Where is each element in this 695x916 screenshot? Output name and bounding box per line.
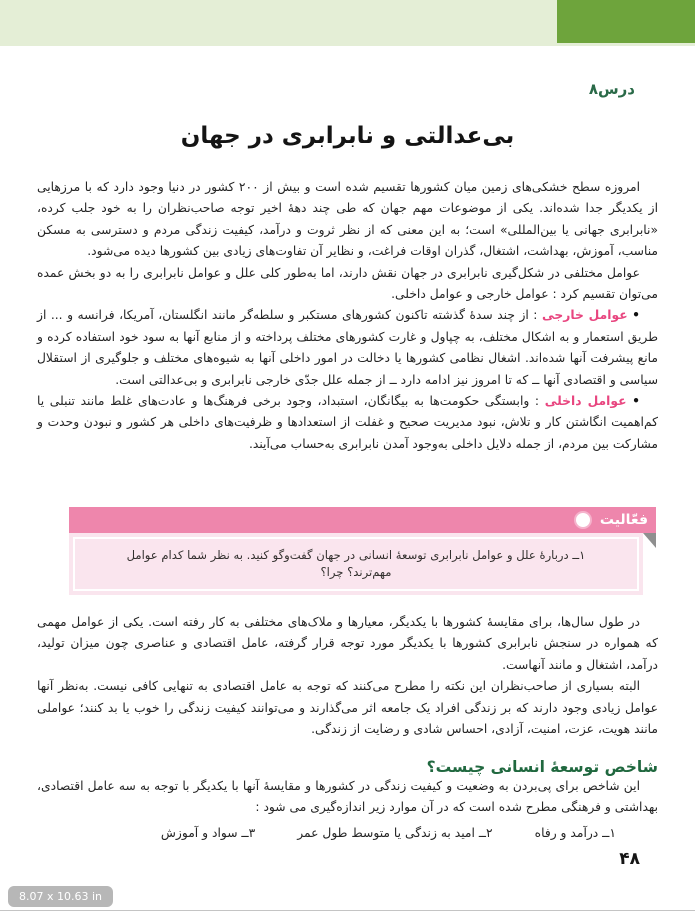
paragraph-hdi-definition: این شاخص برای پی‌بردن به وضعیت و کیفیت زندگی در کشورها و مقایسۀ آنها با یکدیگر با توجه به سه عامل اقتصادی، بهداشتی و فرهنگی مطرح شده است که در آن موارد زیر اندازه‌گیری می شود : [37, 779, 658, 815]
activity-title: فعّالیت [599, 512, 648, 528]
body-text-block-top [37, 177, 658, 455]
keyword-internal-factors: عوامل داخلی [544, 394, 627, 409]
bottom-divider [0, 910, 695, 911]
activity-fold-corner [643, 533, 656, 548]
list-item-literacy: ۳ــ سواد و آموزش [160, 825, 256, 840]
activity-question: ۱ــ دربارۀ علل و عوامل نابرابری توسعۀ انسانی در جهان گفت‌وگو کنید. به نظر شما کدام عوامل مهم‌ترند؟ چرا؟ [126, 548, 586, 579]
activity-box-inner-border [73, 537, 639, 591]
paragraph-beyond-economics: البته بسیاری از صاحب‌نظران این نکته را مطرح می‌کنند که توجه به عامل اقتصادی به تنهایی کافی نیست. به‌نظر آنها عوامل زیادی وجود دارند که بر زندگی افراد یک جامعه اثر می‌گذارند و می‌توانند کیفیت زندگی را خوب یا بد کنند؛ عواملی مانند هویت، عزت، امنیت، آزادی، احساس شادی و رضایت از زندگی. [37, 679, 658, 737]
paragraph-causes-overview: عوامل مختلفی در شکل‌گیری نابرابری در جهان نقش دارند، اما به‌طور کلی علل و عوامل نابرابری را به دو بخش عمده می‌توان تقسیم کرد : عوامل خارجی و عوامل داخلی. [37, 265, 658, 302]
page-number: ۴۸ [619, 849, 640, 869]
page-title: بی‌عدالتی و نابرابری در جهان [180, 123, 515, 150]
list-item-income: ۱ــ درآمد و رفاه [534, 825, 616, 840]
size-badge: 8.07 x 10.63 in [8, 886, 113, 907]
bullet-icon: • [632, 308, 640, 323]
paragraph-external-factors-text: : از چند سدۀ گذشته تاکنون کشورهای مستکبر و سلطه‌گر مانند انگلستان، آمریکا، فرانسه و ... از طریق استعمار و به اشکال مختلف، به چپاول و غارت کشورهای مختلف پرداخته و از منابع آنها به سود خود استفاده کرده و مانع پیشرفت آنها شده‌اند. اشغال نظامی کشورها یا دخالت در امور داخلی آنها به شیوه‌های مختلف و جلوگیری از استقلال سیاسی و اقتصادی آنها ــ که تا امروز نیز ادامه دارد ــ از جمله علل جدّی خارجی نابرابری و بی‌عدالتی است. [37, 308, 658, 387]
activity-circle-icon [574, 511, 592, 529]
activity-box [69, 533, 643, 595]
list-item-life-expectancy: ۲ــ امید به زندگی یا متوسط طول عمر [297, 825, 493, 840]
activity-banner [69, 507, 656, 533]
body-text-block-bottom [37, 776, 658, 844]
body-text-block-middle [37, 612, 658, 740]
paragraph-internal-factors [37, 391, 658, 455]
hdi-measures-list [37, 823, 616, 844]
bullet-icon: • [632, 394, 640, 409]
paragraph-comparison-criteria: در طول سال‌ها، برای مقایسۀ کشورها با یکدیگر، معیارها و ملاک‌های مختلفی به کار رفته است. یکی از عوامل مهمی که همواره در سنجش نابرابری کشورها با یکدیگر مورد توجه قرار گرفته، عامل اقتصادی و عناصری چون میزان تولید، درآمد، اشتغال و مانند آنهاست. [37, 615, 658, 672]
paragraph-external-factors [37, 305, 658, 391]
paragraph-intro: امروزه سطح خشکی‌های زمین میان کشورها تقسیم شده است و بیش از ۲۰۰ کشور در دنیا وجود دارد که با مرزهایی از یکدیگر جدا شده‌اند. یکی از موضوعات مهم جهان که طی چند دهۀ اخیر توجه صاحب‌نظران را به خود جلب کرده، «نابرابری جهانی یا بین‌المللی» است؛ به این معنی که از نظر ثروت و درآمد، کیفیت زندگی مردم و دسترسی به مسکن مناسب، آموزش، بهداشت، اشتغال، گذران اوقات فراغت، و نظایر آن تفاوت‌های زیادی بین کشورها دیده می‌شود. [37, 180, 658, 259]
keyword-external-factors: عوامل خارجی [541, 308, 628, 323]
lesson-number-label: درس۸ [588, 80, 635, 98]
paragraph-internal-factors-text: : وابستگی حکومت‌ها به بیگانگان، استبداد، وجود برخی فرهنگ‌ها و عادت‌های غلط مانند تنبلی یا کم‌اهمیت انگاشتن کار و تلاش، نبود مدیریت صحیح و غفلت از استعدادها و ظرفیت‌های داخلی هر کشور و نبودن وحدت و مشارکت بین مردم، از جمله دلایل داخلی به‌وجود آمدن نابرابری به‌حساب می‌آیند. [37, 394, 658, 451]
section-heading-hdi: شاخص توسعهٔ انسانی چیست؟ [426, 757, 658, 776]
header-accent-block [557, 0, 695, 43]
